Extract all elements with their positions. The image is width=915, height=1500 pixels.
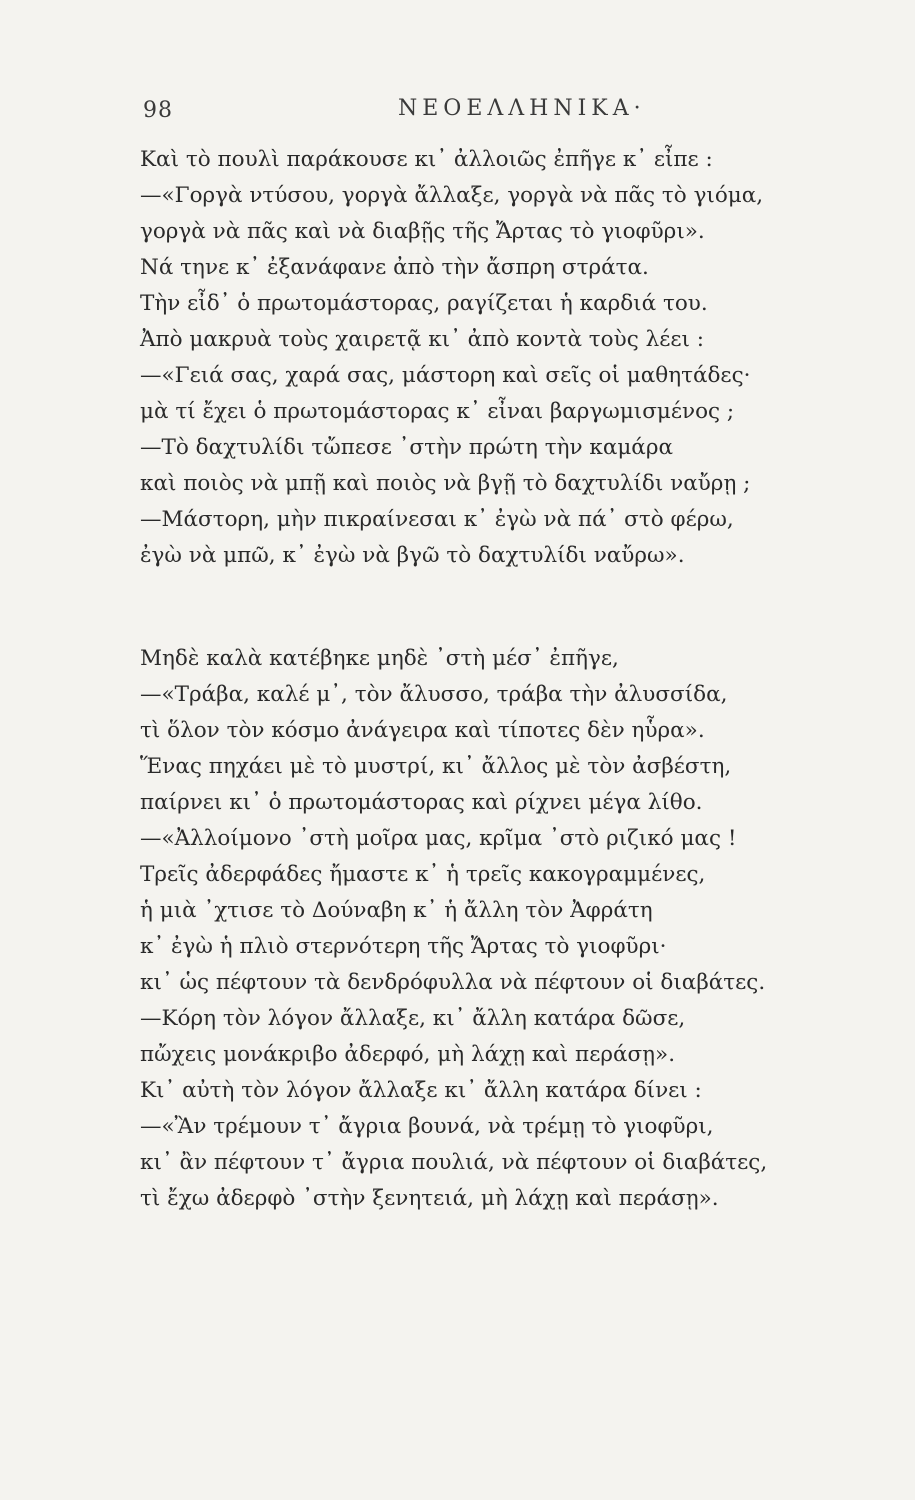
verse-line: —Μάστορη, μὴν πικραίνεσαι κ᾽ ἐγὼ νὰ πά᾽ στὸ φέρω, [140,507,734,532]
verse-line: τὶ ἔχω ἀδερφὸ ᾽στὴν ξενητειά, μὴ λάχῃ καὶ περάσῃ». [140,1186,719,1211]
verse-line: παίρνει κι᾽ ὁ πρωτομάστορας καὶ ρίχνει μέγα λίθο. [140,790,703,815]
running-title: ΝΕΟΕΛΛΗΝΙΚΑ· [398,96,646,121]
verse-line: Κι᾽ αὐτὴ τὸν λόγον ἄλλαξε κι᾽ ἄλλη κατάρα δίνει : [140,1078,702,1103]
verse-line: —Κόρη τὸν λόγον ἄλλαξε, κι᾽ ἄλλη κατάρα δῶσε, [140,1006,686,1031]
verse-line: κι᾽ ἂν πέφτουν τ᾽ ἄγρια πουλιά, νὰ πέφτουν οἱ διαβάτες, [140,1150,768,1175]
verse-line: μὰ τί ἔχει ὁ πρωτομάστορας κ᾽ εἶναι βαργωμισμένος ; [140,399,735,424]
verse-line: Καὶ τὸ πουλὶ παράκουσε κι᾽ ἀλλοιῶς ἐπῆγε κ᾽ εἶπε : [140,147,713,172]
verse-line: —«Τράβα, καλέ μ᾽, τὸν ἄλυσσο, τράβα τὴν ἀλυσσίδα, [140,682,728,707]
verse-line: —«Γοργὰ ντύσου, γοργὰ ἄλλαξε, γοργὰ νὰ πᾶς τὸ γιόμα, [140,183,764,208]
verse-line: ἐγὼ νὰ μπῶ, κ᾽ ἐγὼ νὰ βγῶ τὸ δαχτυλίδι ναὔρω». [140,543,685,568]
verse-line: κ᾽ ἐγὼ ἡ πλιὸ στερνότερη τῆς Ἄρτας τὸ γιοφῦρι· [140,934,667,959]
page-number: 98 [143,98,173,123]
verse-line: —Τὸ δαχτυλίδι τὤπεσε ᾽στὴν πρώτη τὴν καμάρα [140,435,673,460]
verse-line: Ἀπὸ μακρυὰ τοὺς χαιρετᾷ κι᾽ ἀπὸ κοντὰ τοὺς λέει : [140,327,704,352]
stanza-2 [140,641,870,1217]
verse-line: Ἕνας πηχάει μὲ τὸ μυστρί, κι᾽ ἄλλος μὲ τὸν ἀσβέστη, [140,754,732,779]
verse-line: τὶ ὅλον τὸν κόσμο ἀνάγειρα καὶ τίποτες δὲν ηὗρα». [140,718,705,743]
verse-line: ἡ μιὰ ᾽χτισε τὸ Δούναβη κ᾽ ἡ ἄλλη τὸν Ἀφράτη [140,898,653,923]
verse-line: Τὴν εἶδ᾽ ὁ πρωτομάστορας, ραγίζεται ἡ καρδιά του. [140,291,708,316]
verse-line: —«Γειά σας, χαρά σας, μάστορη καὶ σεῖς οἱ μαθητάδες· [140,363,751,388]
verse-line: Τρεῖς ἀδερφάδες ἤμαστε κ᾽ ἡ τρεῖς κακογραμμένες, [140,862,706,887]
verse-line: πὤχεις μονάκριβο ἀδερφό, μὴ λάχῃ καὶ περάσῃ». [140,1042,676,1067]
verse-line: —«Ἂν τρέμουν τ᾽ ἄγρια βουνά, νὰ τρέμῃ τὸ γιοφῦρι, [140,1114,714,1139]
verse-line: Νά τηνε κ᾽ ἐξανάφανε ἀπὸ τὴν ἄσπρη στράτα. [140,255,649,280]
verse-line: καὶ ποιὸς νὰ μπῇ καὶ ποιὸς νὰ βγῇ τὸ δαχτυλίδι ναὔρῃ ; [140,471,751,496]
verse-line: γοργὰ νὰ πᾶς καὶ νὰ διαβῇς τῆς Ἄρτας τὸ γιοφῦρι». [140,219,705,244]
verse-line: Μηδὲ καλὰ κατέβηκε μηδὲ ᾽στὴ μέσ᾽ ἐπῆγε, [140,646,619,671]
verse-line: κι᾽ ὡς πέφτουν τὰ δενδρόφυλλα νὰ πέφτουν οἱ διαβάτες. [140,970,766,995]
verse-line: —«Ἀλλοίμονο ᾽στὴ μοῖρα μας, κρῖμα ᾽στὸ ριζικό μας ! [140,826,737,851]
stanza-1 [140,142,870,574]
